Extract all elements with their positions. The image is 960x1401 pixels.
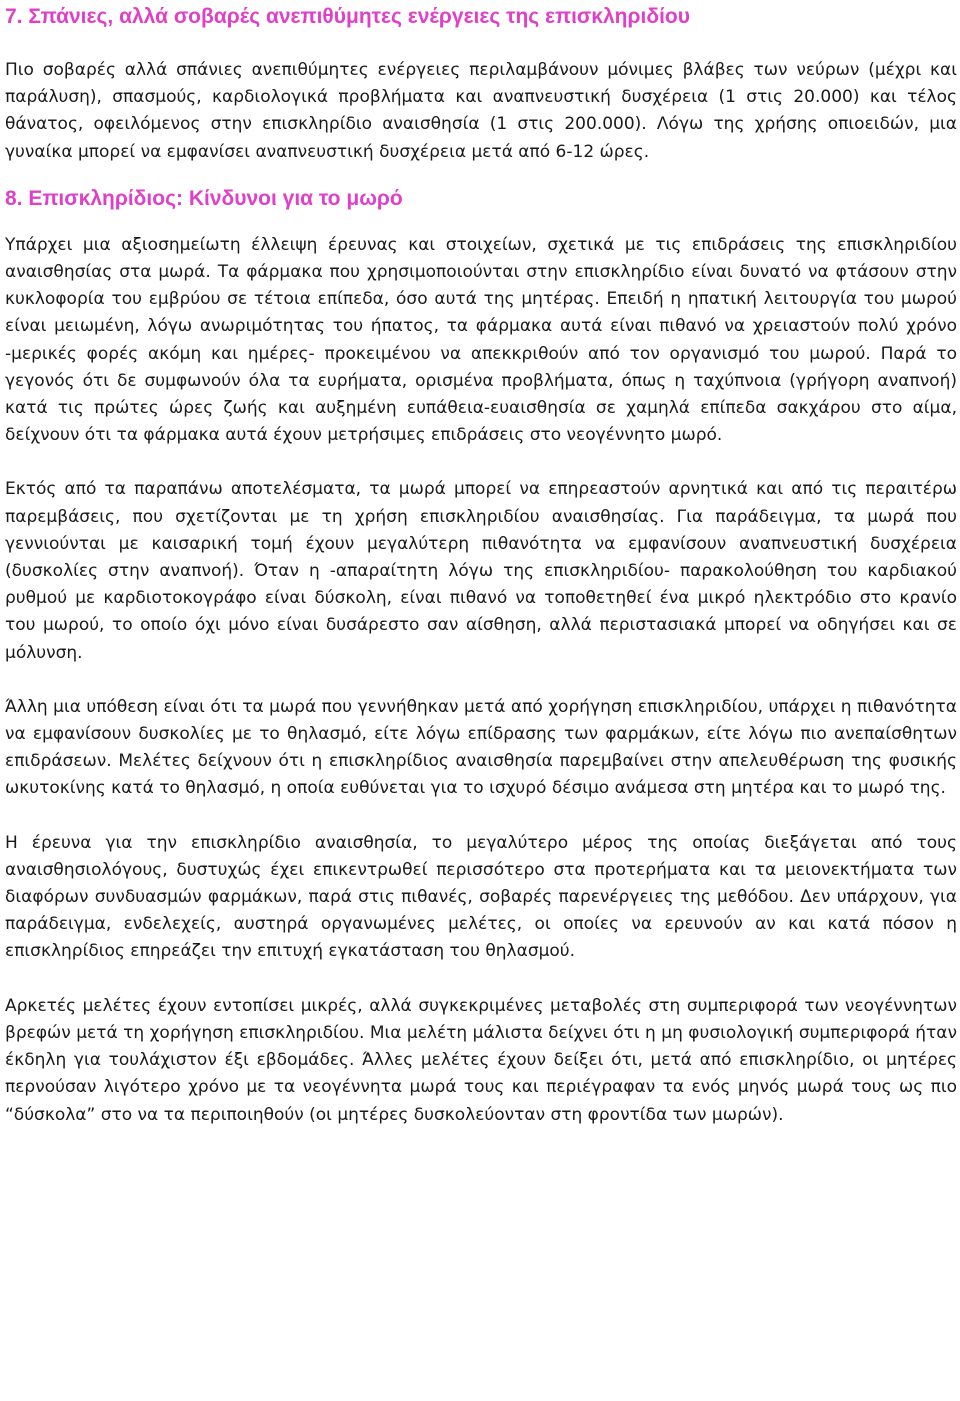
section-8-paragraph-4: Η έρευνα για την επισκληρίδιο αναισθησία, το μεγαλύτερο μέρος της οποίας διεξάγεται από τους αναισθησιολόγους, δυστυχώς έχει επικεντρωθεί περισσότερο στα προτερήματα και τα μειονεκτήματα των διαφόρων συνδυασμών φαρμάκων, παρά στις πιθανές, σοβαρές παρενέργειες της μεθόδου. Δεν υπάρχουν, για παράδειγμα, ενδελεχείς, αυστηρά οργανωμένες μελέτες, οι οποίες να ερευνούν αν και κατά πόσον η επισκληρίδιος επηρεάζει την επιτυχή εγκατάσταση του θηλασμού. xyxy=(5,832,957,962)
section-8-paragraph-5: Αρκετές μελέτες έχουν εντοπίσει μικρές, αλλά συγκεκριμένες μεταβολές στη συμπεριφορά των νεογέννητων βρεφών μετά τη χορήγηση επισκληριδίου. Μια μελέτη μάλιστα δείχνει ότι η μη φυσιολογική συμπεριφορά ήταν έκδηλη για τουλάχιστον έξι εβδομάδες. Άλλες μελέτες έχουν δείξει ότι, μετά από επισκληρίδιο, οι μητέρες περνούσαν λιγότερο χρόνο με τα νεογέννητα μωρά τους και περιέγραφαν τα ενός μηνός μωρά τους ως πιο “δύσκολα” στο να τα περιποιηθούν (οι μητέρες δυσκολεύονταν στη φροντίδα των μωρών). xyxy=(5,995,957,1125)
section-8-paragraph-1: Υπάρχει μια αξιοσημείωτη έλλειψη έρευνας και στοιχείων, σχετικά με τις επιδράσεις της επισκληριδίου αναισθησίας στα μωρά. Τα φάρμακα που χρησιμοποιούνται στην επισκληρίδιο είναι δυνατό να φτάσουν στην κυκλοφορία του εμβρύου σε τέτοια επίπεδα, όσο αυτά της μητέρας. Επειδή η ηπατική λειτουργία του μωρού είναι μειωμένη, λόγω ανωριμότητας του ήπατος, τα φάρμακα αυτά είναι πιθανό να χρειαστούν πολύ χρόνο -μερικές φορές ακόμη και ημέρες- προκειμένου να απεκκριθούν από τον οργανισμό του μωρού. Παρά το γεγονός ότι δε συμφωνούν όλα τα ευρήματα, ορισμένα προβλήματα, όπως η ταχύπνοια (γρήγορη αναπνοή) κατά τις πρώτες ώρες ζωής και αυξημένη ευπάθεια-ευαισθησία σε χαμηλά επίπεδα σακχάρου στο αίμα, δείχνουν ότι τα φάρμακα αυτά έχουν μετρήσιμες επιδράσεις στο νεογέννητο μωρό. xyxy=(5,234,957,446)
document-page xyxy=(5,2,957,1129)
section-8-heading: 8. Επισκληρίδιος: Κίνδυνοι για το μωρό xyxy=(5,186,403,210)
section-7-paragraph: Πιο σοβαρές αλλά σπάνιες ανεπιθύμητες ενέργειες περιλαμβάνουν μόνιμες βλάβες των νεύρων (μέχρι και παράλυση), σπασμούς, καρδιολογικά προβλήματα και αναπνευστική δυσχέρεια (1 στις 20.000) και τέλος θάνατος, οφειλόμενος στην επισκληρίδιο αναισθησία (1 στις 200.000). Λόγω της χρήσης οπιοειδών, μια γυναίκα μπορεί να εμφανίσει αναπνευστική δυσχέρεια μετά από 6-12 ώρες. xyxy=(5,60,957,162)
section-8-paragraph-3: Άλλη μια υπόθεση είναι ότι τα μωρά που γεννήθηκαν μετά από χορήγηση επισκληριδίου, υπάρχει η πιθανότητα να εμφανίσουν δυσκολίες με το θηλασμό, είτε λόγω επίδρασης των φαρμάκων, είτε λόγω πιο ανεπαίσθητων επιδράσεων. Μελέτες δείχνουν ότι η επισκληρίδιος αναισθησία παρεμβαίνει στην απελευθέρωση της φυσικής ωκυτοκίνης κατά το θηλασμό, η οποία ευθύνεται για το ισχυρό δέσιμο ανάμεσα στη μητέρα και το μωρό της. xyxy=(5,696,957,799)
section-8-paragraph-2: Εκτός από τα παραπάνω αποτελέσματα, τα μωρά μπορεί να επηρεαστούν αρνητικά και από τις περαιτέρω παρεμβάσεις, που σχετίζονται με τη χρήση επισκληριδίου αναισθησίας. Για παράδειγμα, τα μωρά που γεννιούνται με καισαρική τομή έχουν μεγαλύτερη πιθανότητα να εμφανίσουν αναπνευστική δυσχέρεια (δυσκολίες στην αναπνοή). Όταν η -απαραίτητη λόγω της επισκληριδίου- παρακολούθηση του καρδιακού ρυθμού με καρδιοτοκογράφο είναι δύσκολη, είναι πιθανό να τοποθετηθεί ένα μικρό ηλεκτρόδιο στο κρανίο του μωρού, το οποίο όχι μόνο είναι δυσάρεστο σαν αίσθηση, αλλά περιστασιακά μπορεί να οδηγήσει και σε μόλυνση. xyxy=(5,479,957,663)
section-7-heading: 7. Σπάνιες, αλλά σοβαρές ανεπιθύμητες ενέργειες της επισκληριδίου xyxy=(5,5,690,28)
